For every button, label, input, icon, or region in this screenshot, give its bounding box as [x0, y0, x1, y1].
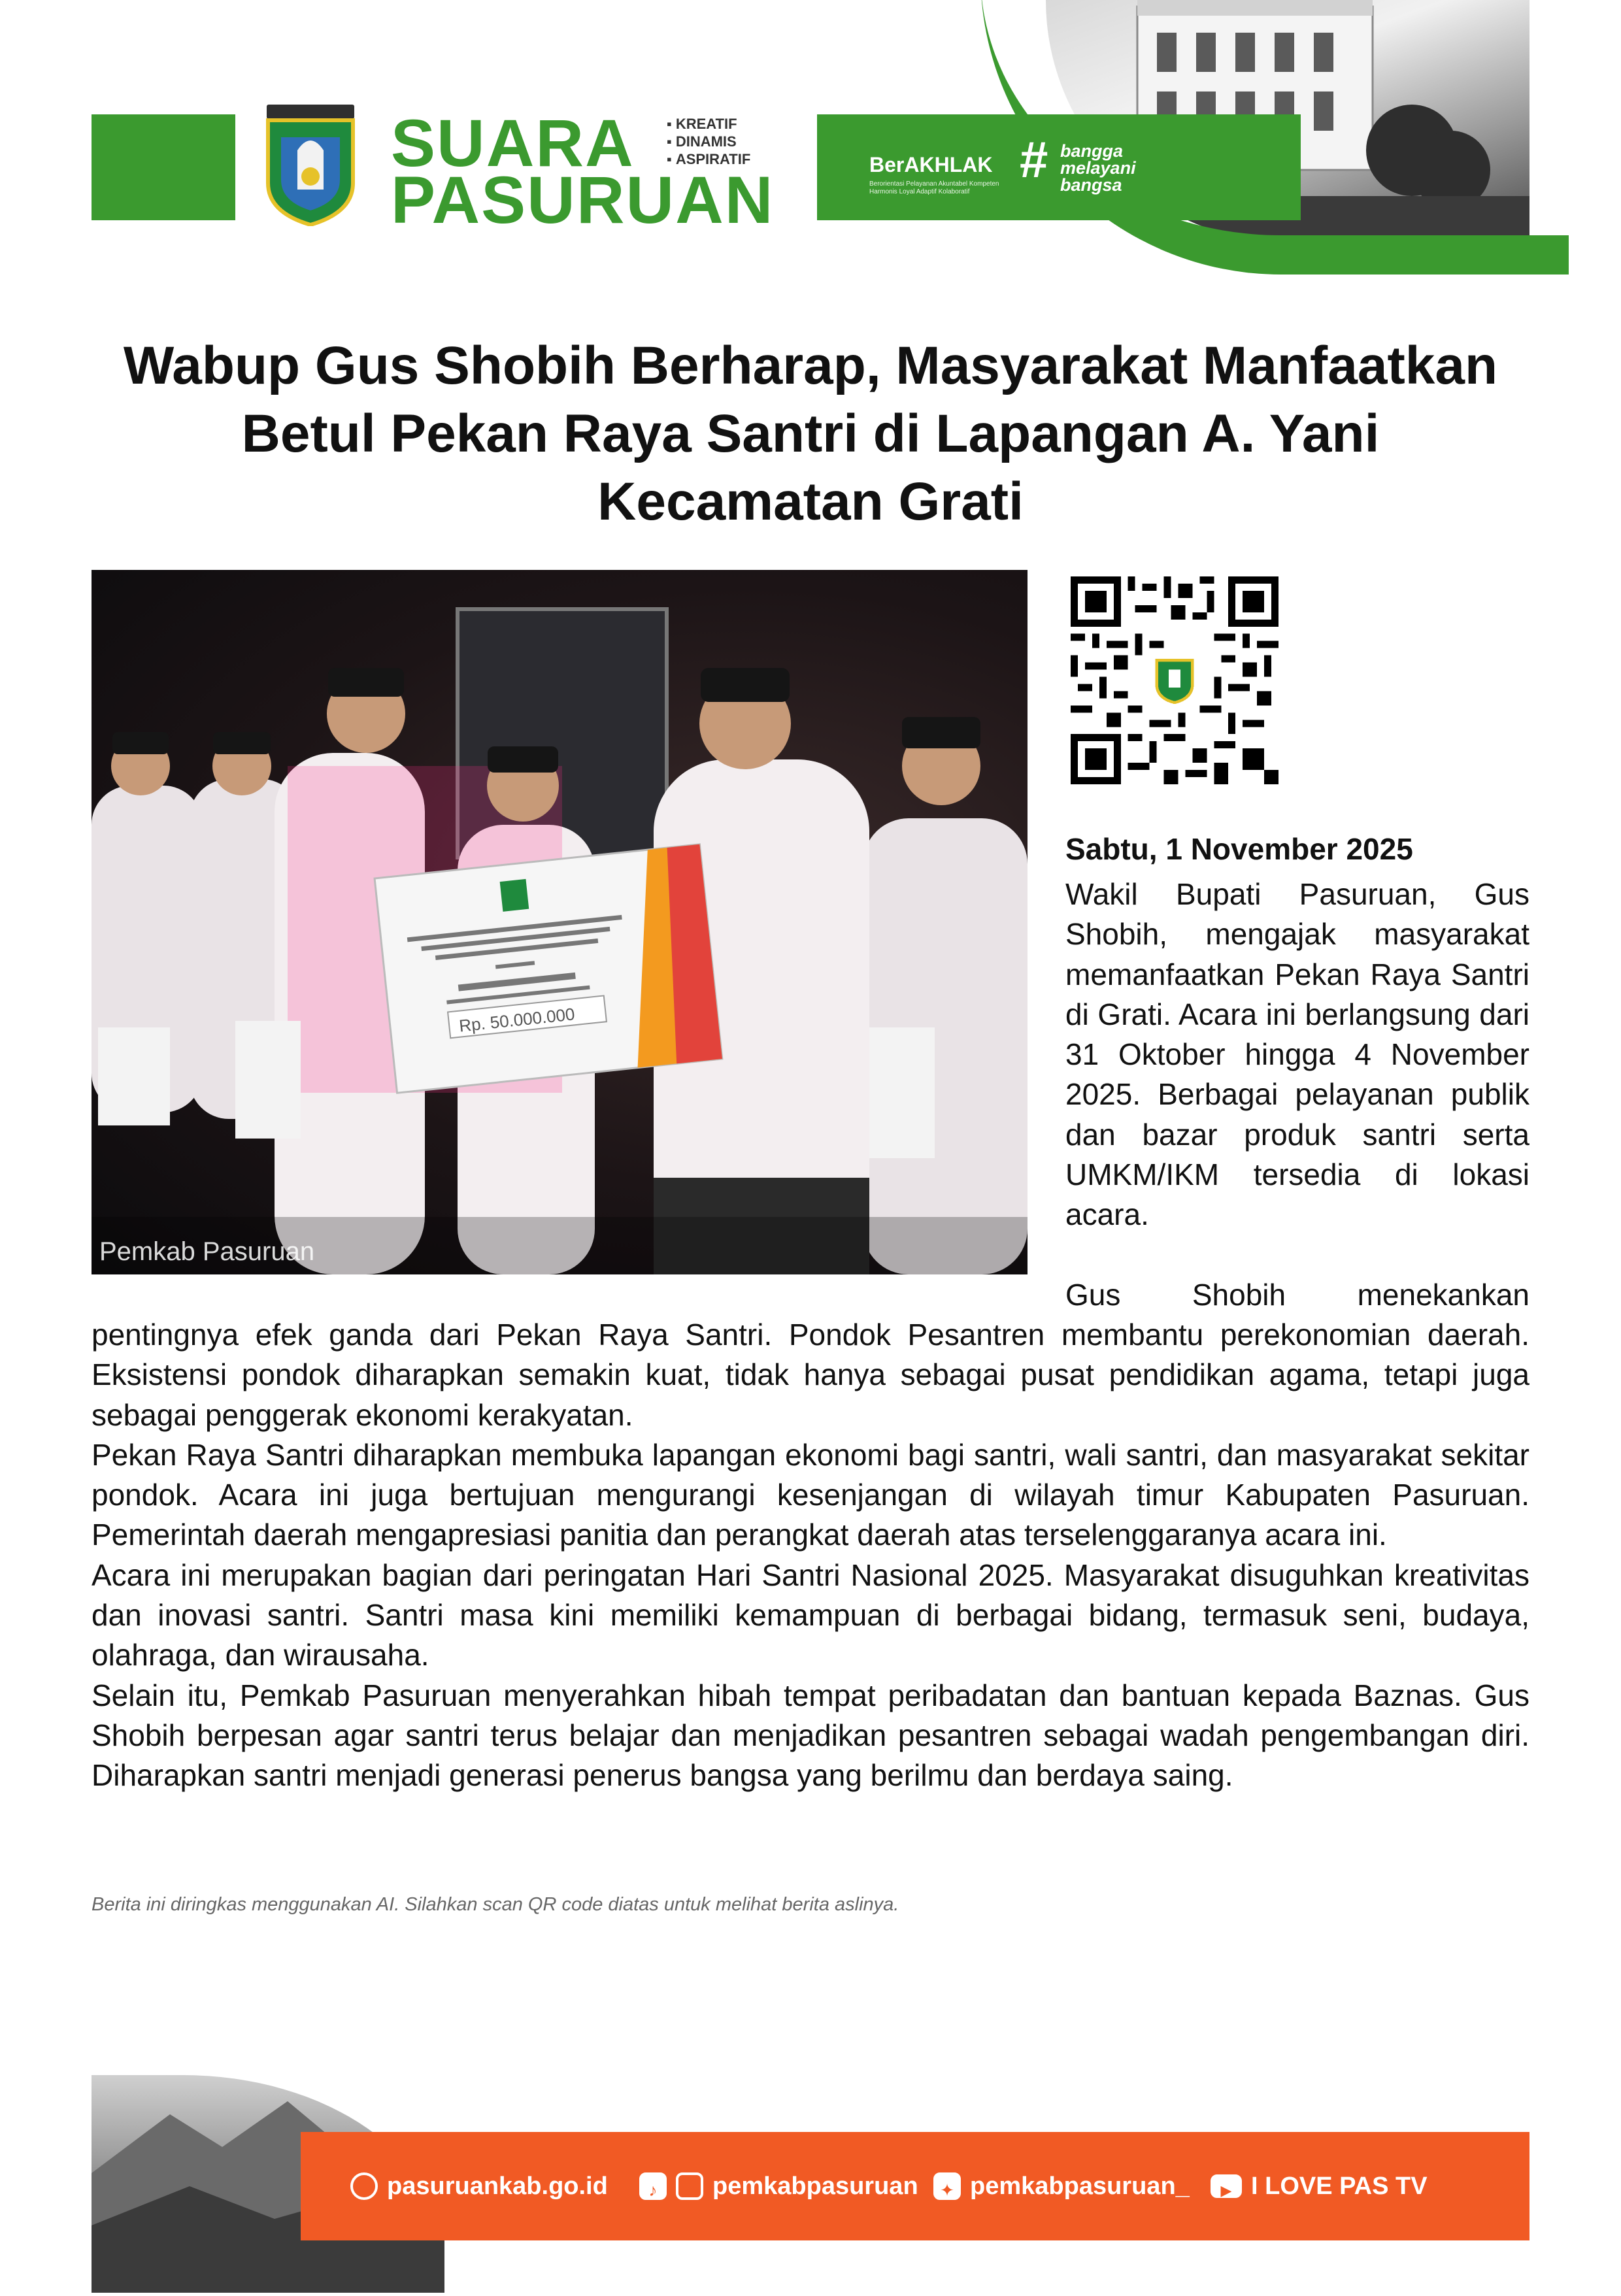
globe-icon	[350, 2172, 378, 2200]
article-paragraph-4: Acara ini merupakan bagian dari peringatan Hari Santri Nasional 2025. Masyarakat disuguhkan kreativitas dan inovasi santri. Santri masa kini memiliki kemampuan di berbagai bidang, termasuk seni, budaya, olahraga, dan wirausaha.	[92, 1557, 1529, 1672]
brand-suara: SUARA	[391, 106, 635, 180]
kabupaten-crest-logo	[261, 105, 359, 226]
slogan-word-2: melayani	[1060, 158, 1136, 178]
footer-website-link[interactable]	[350, 2170, 608, 2203]
article-body	[92, 1315, 1529, 1796]
article-paragraph-5: Selain itu, Pemkab Pasuruan menyerahkan hibah tempat peribadatan dan bantuan kepada Baznas. Gus Shobih berpesan agar santri terus belajar dan menjadikan pesantren sebagai wadah pengembangan diri. Diharapkan santri menjadi generasi penerus bangsa yang berilmu dan berdaya saing.	[92, 1678, 1529, 1793]
slogan-bangga-melayani-bangsa	[1060, 142, 1136, 193]
article-date: Sabtu, 1 November 2025	[1065, 832, 1413, 866]
article-lead-paragraph: Wakil Bupati Pasuruan, Gus Shobih, mengajak masyarakat memanfaatkan Pekan Raya Santri di Grati. Acara ini berlangsung dari 31 Oktober hingga 4 November 2025. Berbagai pelayanan publik dan bazar produk santri serta UMKM/IKM tersedia di lokasi acara.	[1065, 877, 1529, 1232]
article-second-paragraph-rest: pentingnya efek ganda dari Pekan Raya Santri. Pondok Pesantren membantu perekonomian daerah. Eksistensi pondok diharapkan semakin kuat, tidak hanya sebagai pusat pendidikan agama, tetapi juga sebagai penggerak ekonomi kerakyatan.	[92, 1318, 1529, 1432]
twitter-icon: ✦	[933, 2172, 961, 2200]
footer-twitter-link[interactable]	[933, 2170, 1190, 2203]
qr-code[interactable]	[1071, 576, 1278, 784]
cheque-amount-text: Rp. 50.000.000	[458, 1004, 576, 1036]
youtube-icon: ▶	[1211, 2174, 1242, 2198]
brand-pasuruan: PASURUAN	[391, 163, 775, 237]
tagline-kreatif: ▪ KREATIF	[667, 115, 750, 133]
article-second-paragraph-start: Gus Shobih menekankan	[1065, 1278, 1529, 1312]
article-paragraph-3: Pekan Raya Santri diharapkan membuka lapangan ekonomi bagi santri, wali santri, dan masyarakat sekitar pondok. Acara ini juga bertujuan mengurangi kesenjangan di wilayah timur Kabupaten Pasuruan. Pemerintah daerah mengapresiasi panitia dan perangkat daerah atas terselenggaranya acara ini.	[92, 1437, 1529, 1552]
photo-caption: Pemkab Pasuruan	[99, 1237, 315, 1266]
slogan-word-1: bangga	[1060, 141, 1124, 161]
instagram-icon	[676, 2172, 703, 2200]
footer-website-text: pasuruankab.go.id	[387, 2172, 608, 2200]
article-photo	[92, 570, 1028, 1274]
footer-tiktok-instagram-link[interactable]	[639, 2170, 918, 2203]
header-green-bar-left	[92, 114, 235, 220]
berakhlak-logo: BerAKHLAK	[869, 153, 993, 176]
footer-twitter-text: pemkabpasuruan_	[970, 2172, 1190, 2200]
footer-youtube-text: I LOVE PAS TV	[1251, 2172, 1428, 2200]
tiktok-icon: ♪	[639, 2172, 667, 2200]
footer-tiktok-instagram-text: pemkabpasuruan	[712, 2172, 918, 2200]
tagline-aspiratif: ▪ ASPIRATIF	[667, 150, 750, 168]
hashtag-icon: #	[1020, 131, 1048, 188]
ai-disclaimer: Berita ini diringkas menggunakan AI. Silahkan scan QR code diatas untuk melihat berita aslinya.	[92, 1894, 899, 1915]
ceremony-photo-illustration	[92, 570, 1028, 1274]
tagline-dinamis: ▪ DINAMIS	[667, 133, 750, 150]
brand-taglines	[667, 115, 750, 168]
berakhlak-subtitle: Berorientasi Pelayanan Akuntabel Kompeten Harmonis Loyal Adaptif Kolaboratif	[869, 180, 999, 195]
slogan-word-3: bangsa	[1060, 175, 1122, 195]
footer-youtube-link[interactable]	[1211, 2170, 1428, 2203]
article-title: Wabup Gus Shobih Berharap, Masyarakat Manfaatkan Betul Pekan Raya Santri di Lapangan A. Yani Kecamatan Grati	[123, 336, 1498, 531]
